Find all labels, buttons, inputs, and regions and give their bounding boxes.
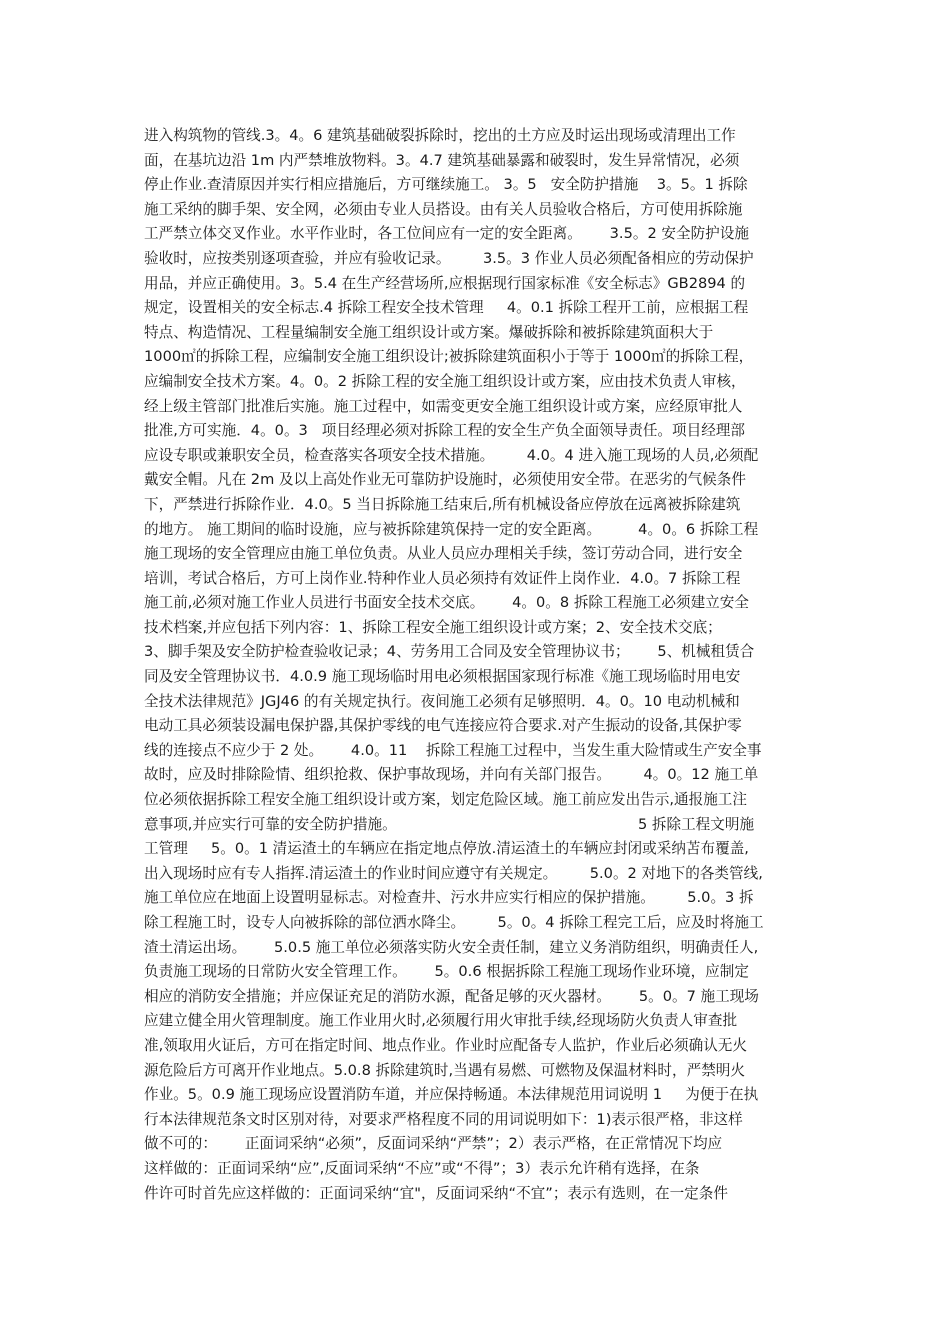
document-text-line: 线的连接点不应少于 2 处。 4.0。11 拆除工程施工过程中，当发生重大险情或生产安全事 [144,741,762,759]
document-text-line: 位必须依据拆除工程安全施工组织设计或方案，划定危险区域。施工前应发出告示,通报施工注 [144,791,747,809]
document-text-line: 应编制安全技术方案。4。0。2 拆除工程的安全施工组织设计或方案，应由技术负责人审核， [144,372,746,390]
document-text-line: 1000㎡的拆除工程，应编制安全施工组织设计;被拆除建筑面积小于等于 1000㎡的拆除工程， [144,348,754,366]
document-text-line: 面，在基坑边沿 1m 内严禁堆放物料。3。4.7 建筑基础暴露和破裂时，发生异常情况，必须 [144,151,740,169]
document-text-line: 工管理 5。0。1 清运渣土的车辆应在指定地点停放.清运渣土的车辆应封闭或采纳苫布覆盖, [144,840,749,858]
document-text-line: 批准,方可实施．4。0。3 项目经理必须对拆除工程的安全生产负全面领导责任。项目经理部 [144,422,745,440]
document-text-line: 作业。5。0.9 施工现场应设置消防车道，并应保持畅通。本法律规范用词说明 1 为便于在执 [144,1086,759,1104]
document-text-line: 渣土清运出场。 5.0.5 施工单位必须落实防火安全责任制，建立义务消防组织，明确责任人, [144,938,759,956]
document-text-line: 应建立健全用火管理制度。施工作业用火时,必须履行用火审批手续,经现场防火负责人审查批 [144,1012,738,1030]
document-text-line: 行本法律规范条文时区别对待，对要求严格程度不同的用词说明如下：1)表示很严格，非这样 [144,1110,743,1128]
document-text-line: 同及安全管理协议书．4.0.9 施工现场临时用电必须根据国家现行标准《施工现场临时用电安 [144,668,741,686]
document-text-line: 3、脚手架及安全防护检查验收记录；4、劳务用工合同及安全管理协议书； 5、机械租赁合 [144,643,755,661]
document-text-line: 施工前,必须对施工作业人员进行书面安全技术交底。 4。0。8 拆除工程施工必须建立安全 [144,594,749,612]
document-text-line: 准,领取用火证后，方可在指定时间、地点作业。作业时应配备专人监护，作业后必须确认无火 [144,1036,747,1054]
document-text-line: 全技术法律规范》JGJ46 的有关规定执行。夜间施工必须有足够照明．4。0。10 电动机械和 [144,692,740,710]
document-text-line: 施工现场的安全管理应由施工单位负责。从业人员应办理相关手续，签订劳动合同，进行安全 [144,545,743,563]
document-text-line: 经上级主管部门批准后实施。施工过程中，如需变更安全施工组织设计或方案，应经原审批人 [144,397,743,415]
document-text-line: 验收时，应按类别逐项查验，并应有验收记录。 3.5。3 作业人员必须配备相应的劳动保护 [144,249,754,267]
document-body-text [144,124,808,1206]
document-text-line: 的地方。 施工期间的临时设施，应与被拆除建筑保持一定的安全距离。 4。0。6 拆除工程 [144,520,759,538]
document-text-line: 应设专职或兼职安全员，检查落实各项安全技术措施。 4.0。4 进入施工现场的人员,必须配 [144,446,759,464]
document-text-line: 意事项,并应实行可靠的安全防护措施。 5 拆除工程文明施 [144,815,755,833]
document-text-line: 进入构筑物的管线.3。4。6 建筑基础破裂拆除时，挖出的土方应及时运出现场或清理出工作 [144,127,736,144]
document-text-line: 故时，应及时排除险情、组织抢救、保护事故现场，并向有关部门报告。 4。0。12 施工单 [144,766,759,784]
document-text-line: 件许可时首先应这样做的：正面词采纳“宜"，反面词采纳“不宜”；表示有选则，在一定条件 [144,1184,728,1202]
document-text-line: 除工程施工时，设专人向被拆除的部位洒水降尘。 5。0。4 拆除工程完工后，应及时将施工 [144,914,764,931]
document-text-line: 用品，并应正确使用。3。5.4 在生产经营场所,应根据现行国家标准《安全标志》GB2894 的 [144,274,746,292]
document-text-line: 电动工具必须装设漏电保护器,其保护零线的电气连接应符合要求.对产生振动的设备,其保护零 [144,717,742,735]
document-text-line: 做不可的： 正面词采纳“必须”，反面词采纳“严禁”；2）表示严格，在正常情况下均应 [144,1135,723,1153]
document-text-line: 停止作业.查清原因并实行相应措施后，方可继续施工。 3。5 安全防护措施 3。5。1 拆除 [144,176,748,194]
document-text-line: 特点、构造情况、工程量编制安全施工组织设计或方案。爆破拆除和被拆除建筑面积大于 [144,323,714,341]
document-text-line: 出入现场时应有专人指挥.清运渣土的作业时间应遵守有关规定。 5.0。2 对地下的各类管线, [144,864,763,882]
document-text-line: 相应的消防安全措施；并应保证充足的消防水源，配备足够的灭火器材。 5。0。7 施工现场 [144,987,759,1005]
document-text-line: 戴安全帽。凡在 2m 及以上高处作业无可靠防护设施时，必须使用安全带。在恶劣的气候条件 [144,471,746,489]
document-text-line: 下，严禁进行拆除作业．4.0。5 当日拆除施工结束后,所有机械设备应停放在远离被拆除建筑 [144,495,741,513]
document-text-line: 源危险后方可离开作业地点。5.0.8 拆除建筑时,当遇有易燃、可燃物及保温材料时，严禁明火 [144,1061,745,1079]
document-text-line: 负责施工现场的日常防火安全管理工作。 5。0.6 根据拆除工程施工现场作业环境，应制定 [144,963,749,981]
document-text-line: 这样做的：正面词采纳“应”,反面词采纳“不应”或“不得”；3）表示允许稍有选择，在条 [144,1159,700,1177]
document-text-line: 技术档案,并应包括下列内容：1、拆除工程安全施工组织设计或方案；2、安全技术交底； [144,618,722,636]
document-text-line: 培训，考试合格后，方可上岗作业.特种作业人员必须持有效证件上岗作业．4.0。7 拆除工程 [144,569,741,587]
document-text-line: 工严禁立体交叉作业。水平作业时，各工位间应有一定的安全距离。 3.5。2 安全防护设施 [144,225,749,243]
document-text-line: 规定，设置相关的安全标志.4 拆除工程安全技术管理 4。0.1 拆除工程开工前，应根据工程 [144,299,749,317]
document-text-line: 施工单位应在地面上设置明显标志。对检查井、污水井应实行相应的保护措施。 5.0。3 拆 [144,889,754,907]
document-text-line: 施工采纳的脚手架、安全网，必须由专业人员搭设。由有关人员验收合格后，方可使用拆除施 [144,200,743,218]
